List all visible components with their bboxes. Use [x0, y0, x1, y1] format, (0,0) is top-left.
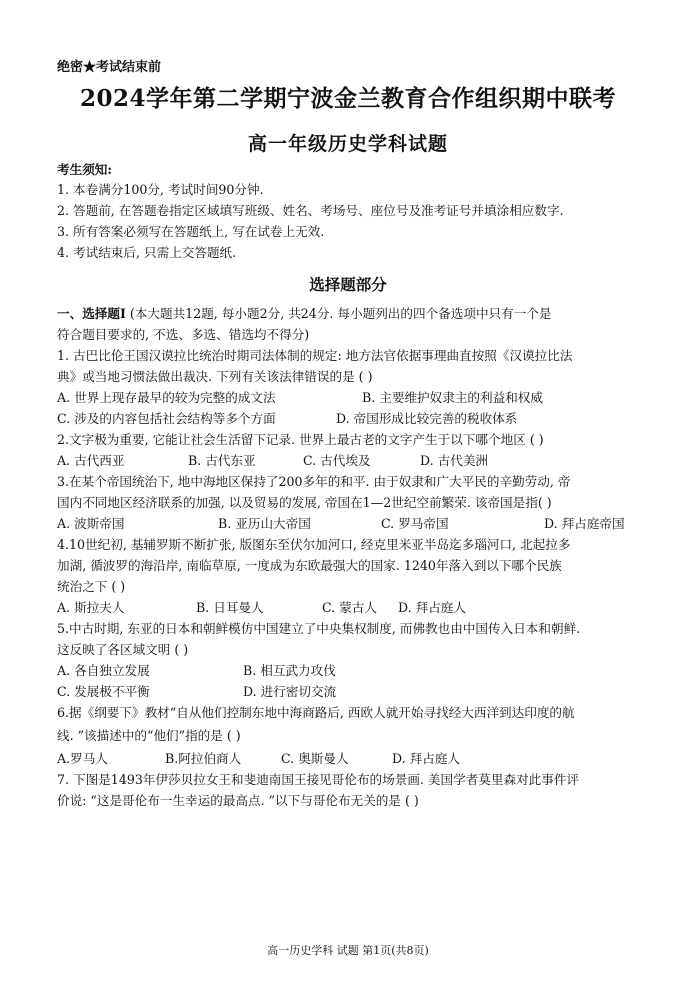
- question-6-option-a: A.罗马人: [57, 751, 108, 766]
- notice-item: 2. 答题前, 在答题卷指定区域填写班级、姓名、考场号、座位号及准考证号并填涂相应数字.: [57, 203, 564, 218]
- question-5-text: 这反映了各区域文明 ( ): [57, 642, 189, 657]
- question-3-option-b: B. 亚历山大帝国: [218, 516, 311, 531]
- question-1-option-a: A. 世界上现存最早的较为完整的成文法: [57, 390, 276, 405]
- question-5-option-d: D. 进行密切交流: [243, 684, 337, 699]
- question-6-text: 6.据《纲要下》教材“自从他们控制东地中海商路后, 西欧人就开始寻找经大西洋到达印度的航: [57, 705, 575, 720]
- exam-title: 2024学年第二学期宁波金兰教育合作组织期中联考: [79, 85, 616, 112]
- notice-title: 考生须知:: [57, 162, 113, 177]
- question-4-text: 4.10世纪初, 基辅罗斯不断扩张, 版图东至伏尔加河口, 经克里米亚半岛迄多瑙河口, 北起拉多: [57, 537, 571, 552]
- question-4-option-c: C. 蒙古人: [322, 600, 377, 615]
- question-7-text: 价说: “这是哥伦布一生幸运的最高点. ”以下与哥伦布无关的是 ( ): [57, 793, 419, 808]
- question-6-option-d: D. 拜占庭人: [392, 751, 461, 766]
- exam-subtitle: 高一年级历史学科试题: [247, 133, 448, 155]
- question-1-option-c: C. 涉及的内容包括社会结构等多个方面: [57, 411, 276, 426]
- question-6-text: 线. ”该描述中的“他们”指的是 ( ): [57, 728, 241, 743]
- notice-item: 4. 考试结束后, 只需上交答题纸.: [57, 245, 237, 260]
- confidential-label: 绝密★考试结束前: [57, 60, 162, 75]
- question-2-option-c: C. 古代埃及: [303, 453, 371, 468]
- question-5-option-c: C. 发展极不平衡: [57, 684, 150, 699]
- notice-item: 1. 本卷满分100分, 考试时间90分钟.: [57, 182, 264, 197]
- question-3-option-c: C. 罗马帝国: [381, 516, 449, 531]
- question-1-text: 典》或当地习惯法做出裁决. 下列有关该法律错误的是 ( ): [57, 369, 373, 384]
- question-5-option-b: B. 相互武力攻伐: [243, 663, 336, 678]
- question-5-text: 5.中古时期, 东亚的日本和朝鲜模仿中国建立了中央集权制度, 而佛教也由中国传入日本和朝鲜.: [57, 621, 581, 636]
- question-5-option-a: A. 各自独立发展: [57, 663, 150, 678]
- question-1-option-b: B. 主要维护奴隶主的利益和权威: [362, 390, 543, 405]
- question-6-option-c: C. 奥斯曼人: [281, 751, 349, 766]
- question-4-text: 统治之下 ( ): [57, 579, 126, 594]
- question-3-option-a: A. 波斯帝国: [57, 516, 125, 531]
- section-title: 选择题部分: [309, 275, 387, 294]
- question-4-text: 加湖, 循波罗的海沿岸, 南临草原, 一度成为东欧最强大的国家. 1240年落入到以下哪个民族: [57, 558, 562, 573]
- question-2-text: 2.文字极为重要, 它能让社会生活留下记录. 世界上最古老的文字产生于以下哪个地区 ( ): [57, 432, 544, 447]
- question-2-option-b: B. 古代东亚: [188, 453, 256, 468]
- section-intro-text: (本大题共12题, 每小题2分, 共24分. 每小题列出的四个备选项中只有一个是: [129, 306, 552, 321]
- question-6-option-b: B.阿拉伯商人: [165, 751, 242, 766]
- question-4-option-d: D. 拜占庭人: [398, 600, 467, 615]
- question-2-option-d: D. 古代美洲: [420, 453, 489, 468]
- notice-item: 3. 所有答案必须写在答题纸上, 写在试卷上无效.: [57, 224, 325, 239]
- question-7-text: 7. 下图是1493年伊莎贝拉女王和斐迪南国王接见哥伦布的场景画. 美国学者莫里森对此事件评: [57, 772, 580, 787]
- question-4-option-a: A. 斯拉夫人: [57, 600, 125, 615]
- question-3-text: 国内不同地区经济联系的加强, 以及贸易的发展, 帝国在1—2世纪空前繁荣. 该帝国是指( ): [57, 495, 552, 510]
- question-4-option-b: B. 日耳曼人: [196, 600, 264, 615]
- question-3-option-d: D. 拜占庭帝国: [544, 516, 625, 531]
- question-2-option-a: A. 古代西亚: [57, 453, 125, 468]
- page-footer: 高一历史学科 试题 第1页(共8页): [267, 944, 429, 957]
- question-1-option-d: D. 帝国形成比较完善的税收体系: [336, 411, 518, 426]
- question-3-text: 3.在某个帝国统治下, 地中海地区保持了200多年的和平. 由于奴隶和广大平民的辛勤劳动, 帝: [57, 474, 571, 489]
- section-intro: [57, 304, 676, 324]
- question-1-text: 1. 古巴比伦王国汉谟拉比统治时期司法体制的规定: 地方法官依据事理曲直按照《汉谟拉比法: [57, 348, 573, 363]
- section-intro-label: 一、选择题Ⅰ: [57, 306, 126, 321]
- section-intro-cont: 符合题目要求的, 不选、多选、错选均不得分): [57, 327, 310, 342]
